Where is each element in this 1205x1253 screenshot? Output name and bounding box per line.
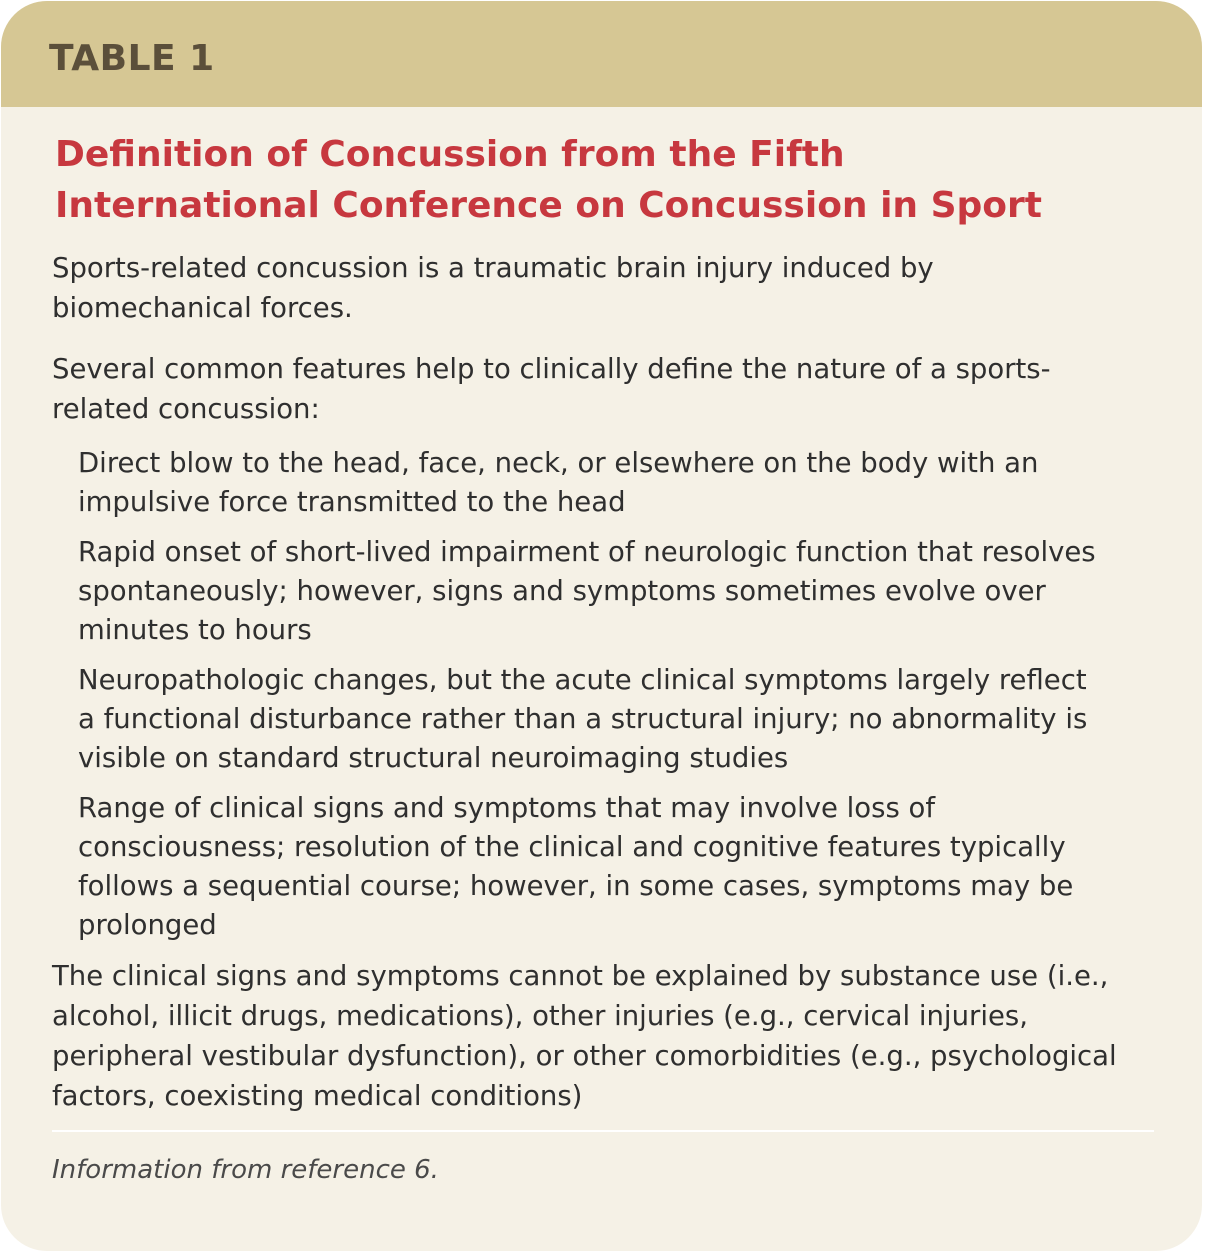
table-label: TABLE 1 [49, 38, 215, 79]
footer-divider [52, 1130, 1154, 1132]
list-item: Rapid onset of short-lived impairment of neurologic function that resolves spontaneously; however, signs and symptoms sometimes evolve over minutes to hours [78, 536, 1096, 646]
list-item: Range of clinical signs and symptoms that may involve loss of consciousness; resolution of the clinical and cognitive features typically follows a sequential course; however, in some cases, symptoms may be prolonged [78, 792, 1074, 941]
table-card [1, 1, 1202, 1251]
features-list [78, 444, 1108, 945]
table-content [52, 129, 1162, 1188]
source-note: Information from reference 6. [52, 1155, 439, 1185]
table-title: Definition of Concussion from the Fifth International Conference on Concussion in Sport [55, 134, 1042, 226]
list-item: Neuropathologic changes, but the acute clinical symptoms largely reflect a functional disturbance rather than a structural injury; no abnormality is visible on standard structural neuroimaging studies [78, 664, 1088, 774]
features-lead-paragraph: Several common features help to clinically define the nature of a sports-related concussion: [52, 353, 1051, 425]
list-item: Direct blow to the head, face, neck, or elsewhere on the body with an impulsive force transmitted to the head [78, 447, 1039, 518]
intro-paragraph: Sports-related concussion is a traumatic brain injury induced by biomechanical forces. [52, 252, 934, 324]
closing-paragraph: The clinical signs and symptoms cannot be explained by substance use (i.e., alcohol, illicit drugs, medications), other injuries (e.g., cervical injuries, peripheral vestibular dysfunction), or other comorbidities (e.g., psychological factors, coexisting medical conditions) [52, 960, 1117, 1112]
table-header-band [1, 1, 1202, 107]
